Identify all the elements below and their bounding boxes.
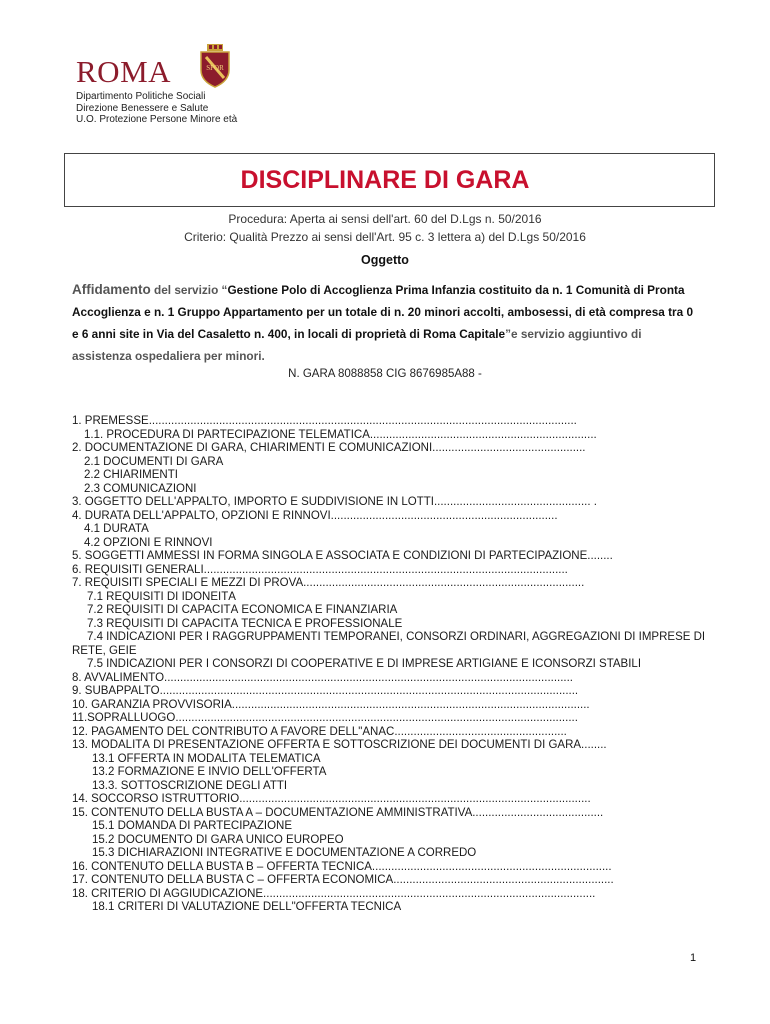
toc-entry[interactable]: 15.1 DOMANDA DI PARTECIPAZIONE [92, 820, 293, 832]
toc-entry[interactable]: 15. CONTENUTO DELLA BUSTA A – DOCUMENTAZIONE AMMINISTRATIVA......................................... [72, 806, 604, 819]
toc-entry[interactable]: 4. DURATA DELL'APPALTO, OPZIONI E RINNOVI....................................................................... [72, 509, 558, 522]
toc-entry[interactable]: 13.3. SOTTOSCRIZIONE DEGLI ATTI [92, 779, 288, 792]
toc-entry[interactable]: 16. CONTENUTO DELLA BUSTA B – OFFERTA TECNICA........................................................................... [72, 860, 612, 873]
toc-entry[interactable]: 6. REQUISITI GENERALI.................................................................................................................. [72, 563, 568, 576]
toc-entry[interactable]: 2.3 COMUNICAZIONI [84, 482, 197, 495]
toc-entry[interactable]: 13.1 OFFERTA IN MODALITÀ TELEMATICA [92, 752, 321, 765]
gara-number: N. GARA 8088858 CIG 8676985A88 - [288, 368, 482, 380]
toc-entry[interactable]: 8. AVVALIMENTO................................................................................................................................ [72, 671, 574, 684]
toc-entry[interactable]: 11.SOPRALLUOGO.............................................................................................................................. [72, 712, 578, 724]
toc-entry[interactable]: 18.1 CRITERI DI VALUTAZIONE DELL"OFFERTA TECNICA [92, 901, 402, 913]
logo-text: ROMA [76, 54, 172, 89]
toc-entry[interactable]: 5. SOGGETTI AMMESSI IN FORMA SINGOLA E ASSOCIATA E CONDIZIONI DI PARTECIPAZIONE........ [72, 550, 613, 562]
subject-lead: Affidamento [72, 282, 151, 297]
roma-shield-icon [198, 44, 232, 88]
toc-entry[interactable]: 13. MODALITÀ DI PRESENTAZIONE OFFERTA E SOTTOSCRIZIONE DEI DOCUMENTI DI GARA........ [72, 739, 607, 751]
toc-entry[interactable]: 15.2 DOCUMENTO DI GARA UNICO EUROPEO [92, 833, 344, 846]
criterion-line: Criterio: Qualità Prezzo ai sensi dell'Art. 95 c. 3 lettera a) del D.Lgs 50/2016 [184, 230, 586, 244]
subject-intro: del servizio “ [150, 283, 228, 297]
toc-entry[interactable]: 7.5 INDICAZIONI PER I CONSORZI DI COOPERATIVE E DI IMPRESE ARTIGIANE E ICONSORZI STABILI [87, 658, 642, 670]
document-title: DISCIPLINARE DI GARA [240, 166, 530, 194]
toc-entry[interactable]: 2.1 DOCUMENTI DI GARA [84, 455, 224, 468]
toc-entry[interactable]: 14. SOCCORSO ISTRUTTORIO.............................................................................................................. [72, 793, 591, 805]
toc-entry[interactable]: 2. DOCUMENTAZIONE DI GARA, CHIARIMENTI E COMUNICAZIONI................................................ [72, 442, 586, 454]
toc-entry[interactable]: 12. PAGAMENTO DEL CONTRIBUTO A FAVORE DELL"ANAC...................................................... [72, 725, 567, 738]
procedure-line: Procedura: Aperta ai sensi dell'art. 60 del D.Lgs n. 50/2016 [228, 212, 542, 226]
toc-entry[interactable]: 1. PREMESSE...................................................................................................................................... [72, 415, 577, 427]
subject-paragraph [72, 279, 702, 367]
svg-text:SPQR: SPQR [206, 64, 224, 72]
toc-entry[interactable]: 7. REQUISITI SPECIALI E MEZZI DI PROVA........................................................................................ [72, 577, 585, 589]
subject-tail: ”e servizio aggiuntivo di assistenza ospedaliera per minori. [72, 327, 642, 363]
page-number: 1 [690, 952, 697, 964]
department-line: U.O. Protezione Persone Minore età [76, 114, 238, 125]
department-block [76, 91, 237, 126]
toc-entry[interactable]: 3. OGGETTO DELL'APPALTO, IMPORTO E SUDDIVISIONE IN LOTTI................................................. . [72, 496, 597, 508]
toc-entry[interactable]: 7.1 REQUISITI DI IDONEITÀ [87, 590, 236, 603]
toc-entry[interactable]: 9. SUBAPPALTO................................................................................................................................... [72, 685, 579, 697]
subject-body: Gestione Polo di Accoglienza Prima Infanzia costituito da n. 1 Comunità di Pronta Accoglienza e n. 1 Gruppo Appartamento per un totale di n. 20 minori accolti, ambosessi, di età compresa tra 0 e 6 anni site in Via del Casaletto n. 400, in locali di proprietà di Roma Capitale [72, 283, 694, 341]
toc-entry[interactable]: 10. GARANZIA PROVVISORIA................................................................................................................ [72, 698, 590, 711]
toc-entry[interactable]: 7.4 INDICAZIONI PER I RAGGRUPPAMENTI TEMPORANEI, CONSORZI ORDINARI, AGGREGAZIONI DI IMPRESE DI RETE, GEIE [72, 631, 706, 657]
subject-heading: Oggetto [361, 253, 409, 267]
toc-entry[interactable]: 15.3 DICHIARAZIONI INTEGRATIVE E DOCUMENTAZIONE A CORREDO [92, 847, 477, 859]
toc-entry[interactable]: 2.2 CHIARIMENTI [84, 469, 178, 481]
toc-entry[interactable]: 7.3 REQUISITI DI CAPACITÀ TECNICA E PROFESSIONALE [87, 617, 403, 630]
toc-entry[interactable]: 4.1 DURATA [84, 523, 149, 535]
toc-entry[interactable]: 17. CONTENUTO DELLA BUSTA C – OFFERTA ECONOMICA..................................................................... [72, 874, 614, 886]
table-of-contents [72, 415, 712, 915]
toc-entry[interactable]: 18. CRITERIO DI AGGIUDICAZIONE........................................................................................................ [72, 887, 596, 900]
roma-logo [76, 44, 256, 94]
department-line: Direzione Benessere e Salute [76, 102, 209, 114]
toc-entry[interactable]: 13.2 FORMAZIONE E INVIO DELL'OFFERTA [92, 766, 327, 778]
procedure-block [0, 210, 770, 246]
toc-entry[interactable]: 4.2 OPZIONI E RINNOVI [84, 536, 213, 549]
department-line: Dipartimento Politiche Sociali [76, 91, 206, 102]
toc-entry[interactable]: 7.2 REQUISITI DI CAPACITÀ ECONOMICA E FINANZIARIA [87, 604, 398, 616]
toc-entry[interactable]: 1.1. PROCEDURA DI PARTECIPAZIONE TELEMATICA....................................................................... [84, 428, 597, 441]
